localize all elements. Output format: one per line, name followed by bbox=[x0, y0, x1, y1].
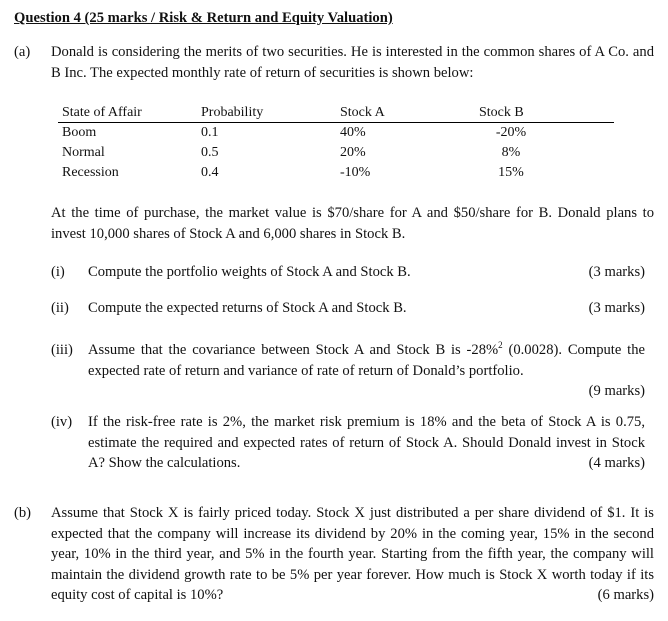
subquestion-iii-text bbox=[88, 340, 645, 381]
part-b-text: Assume that Stock X is fairly priced today. Stock X just distributed a per share dividend of $1. It is expected that the company will increase its dividend by 20% in the coming year, 15% in the second year, 10% in the third year, and 5% in the fourth year. Starting from the fifth year, the company will maintain the dividend growth rate to be 5% per year forever. How much is Stock X worth today if its equity cost of capital is 10%? bbox=[51, 505, 654, 603]
cell-state: Normal bbox=[62, 145, 105, 160]
header-probability: Probability bbox=[201, 105, 264, 120]
cell-stock-a: 40% bbox=[340, 125, 366, 140]
squared-superscript: 2 bbox=[498, 340, 503, 351]
cell-stock-b: 8% bbox=[501, 145, 521, 160]
subquestion-iv-text: If the risk-free rate is 2%, the market risk premium is 18% and the beta of Stock A is 0.75, estimate the required and expected rates of return of Stock A. Should Donald invest in Stock A? Show the calculations. bbox=[88, 414, 645, 471]
cell-stock-b: -20% bbox=[495, 125, 527, 140]
table-header bbox=[58, 103, 614, 123]
table-row bbox=[58, 123, 614, 143]
cell-state: Recession bbox=[62, 165, 119, 180]
subquestion-i-marks: (3 marks) bbox=[588, 264, 645, 280]
subquestion-iii-marks: (9 marks) bbox=[588, 383, 645, 399]
part-a bbox=[14, 42, 654, 83]
subquestion-ii-marks: (3 marks) bbox=[588, 300, 645, 316]
subquestion-ii-label: (ii) bbox=[51, 300, 69, 316]
subquestion-iii-text-a: Assume that the covariance between Stock A and Stock B is -28% bbox=[88, 342, 499, 358]
subquestion-iii-label: (iii) bbox=[51, 342, 73, 358]
part-a-label: (a) bbox=[14, 44, 31, 60]
header-stock-a: Stock A bbox=[340, 105, 385, 120]
header-stock-b: Stock B bbox=[479, 105, 524, 120]
part-b bbox=[14, 503, 654, 606]
subquestion-iii-text-b: (0.0028). Compute the expected rate of return and variance of rate of return of Donald’s portfolio. bbox=[88, 342, 645, 379]
cell-stock-a: -10% bbox=[340, 165, 371, 180]
subquestion-i-text: Compute the portfolio weights of Stock A and Stock B. bbox=[88, 264, 411, 280]
cell-probability: 0.1 bbox=[201, 125, 219, 140]
question-title: Question 4 (25 marks / Risk & Return and Equity Valuation) bbox=[14, 10, 393, 26]
subquestion-i-label: (i) bbox=[51, 264, 65, 280]
part-a-intro: Donald is considering the merits of two securities. He is interested in the common shares of A Co. and B Inc. The expected monthly rate of return of securities is shown below: bbox=[51, 44, 654, 81]
table-row bbox=[58, 143, 614, 163]
cell-probability: 0.5 bbox=[201, 145, 219, 160]
cell-stock-a: 20% bbox=[340, 145, 366, 160]
purchase-text: At the time of purchase, the market value is $70/share for A and $50/share for B. Donald plans to invest 10,000 shares of Stock A and 6,000 shares in Stock B. bbox=[51, 205, 654, 242]
header-state: State of Affair bbox=[62, 105, 142, 120]
returns-table bbox=[58, 103, 614, 183]
purchase-info bbox=[14, 203, 654, 244]
table-row bbox=[58, 163, 614, 183]
subquestion-iii bbox=[51, 340, 645, 402]
subquestion-iv bbox=[51, 412, 645, 474]
cell-state: Boom bbox=[62, 125, 97, 140]
subquestion-ii-text: Compute the expected returns of Stock A and Stock B. bbox=[88, 300, 407, 316]
cell-probability: 0.4 bbox=[201, 165, 219, 180]
part-b-label: (b) bbox=[14, 505, 32, 521]
subquestion-iv-marks: (4 marks) bbox=[588, 455, 645, 471]
cell-stock-b: 15% bbox=[498, 165, 524, 180]
part-b-marks: (6 marks) bbox=[597, 587, 654, 603]
subquestion-i bbox=[51, 262, 645, 283]
subquestion-iv-label: (iv) bbox=[51, 414, 73, 430]
subquestion-ii bbox=[51, 298, 645, 319]
